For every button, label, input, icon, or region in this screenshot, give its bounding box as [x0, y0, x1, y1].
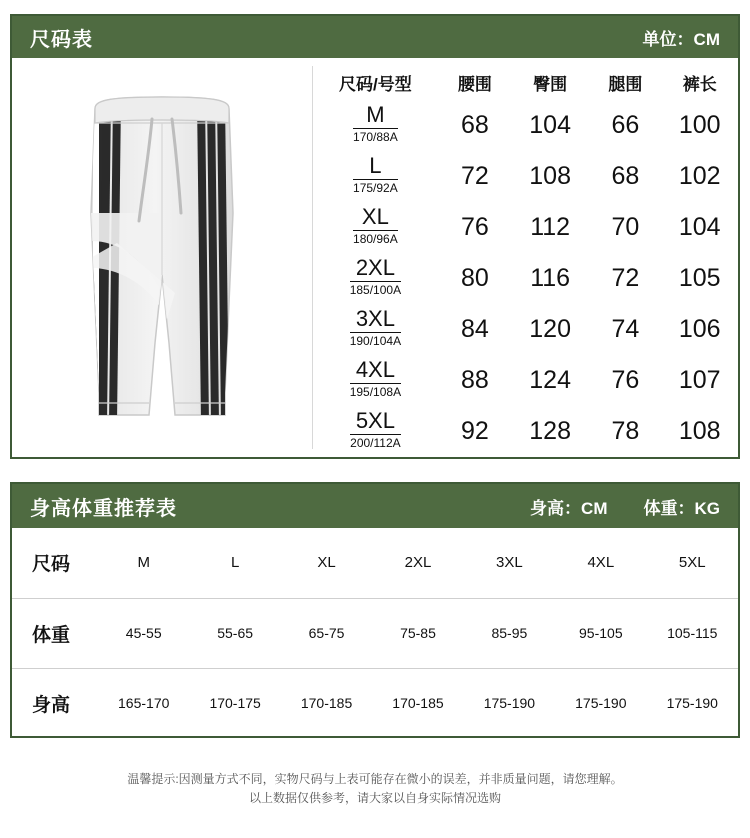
size-spec: 195/108A — [349, 385, 402, 399]
note-line-2: 以上数据仅供参考，请大家以自身实际情况选购 — [248, 791, 501, 805]
size-spec: 170/88A — [353, 130, 398, 144]
size-cell: L — [230, 554, 240, 572]
size-label-cell — [312, 151, 439, 202]
size-name: 2XL — [355, 255, 395, 280]
table-row — [312, 202, 738, 253]
note-line-1: 温馨提示:因测量方式不同，实物尺码与上表可能存在微小的误差，并非质量问题，请您理解。 — [127, 772, 623, 786]
size-spec: 185/100A — [349, 283, 402, 297]
table-row — [12, 528, 738, 598]
length-value: 105 — [678, 264, 721, 292]
waist-value: 88 — [460, 366, 489, 394]
striped-track-pants-icon — [57, 93, 267, 423]
thigh-value: 76 — [611, 366, 640, 394]
height-unit-label: 身高：CM — [530, 498, 608, 518]
table-header-row — [312, 58, 738, 100]
size-name: XL — [361, 204, 389, 229]
size-chart-unit-label: 单位：CM — [642, 29, 720, 49]
size-chart-card — [10, 14, 740, 459]
table-row — [312, 406, 738, 457]
waist-value: 80 — [460, 264, 489, 292]
size-label-cell — [312, 304, 439, 355]
size-name: L — [369, 153, 382, 178]
length-value: 102 — [678, 162, 721, 190]
thigh-value: 68 — [611, 162, 640, 190]
recommendation-chart-title: 身高体重推荐表 — [30, 497, 177, 520]
length-value: 106 — [678, 315, 721, 343]
col-hip: 臀围 — [533, 74, 568, 94]
size-label-cell — [312, 355, 439, 406]
table-row — [12, 598, 738, 668]
row-label-weight: 体重 — [32, 624, 71, 646]
size-chart-body — [12, 58, 738, 457]
height-cell: 170-185 — [300, 695, 353, 712]
waist-value: 68 — [460, 111, 489, 139]
height-cell: 170-185 — [392, 695, 444, 712]
height-cell: 175-190 — [666, 695, 718, 712]
hip-value: 128 — [529, 417, 571, 445]
weight-cell: 105-115 — [667, 625, 718, 641]
size-label-cell — [312, 253, 439, 304]
weight-cell: 55-65 — [217, 625, 254, 641]
size-spec: 180/96A — [353, 232, 398, 246]
length-value: 100 — [678, 111, 721, 139]
weight-cell: 95-105 — [579, 625, 623, 641]
height-cell: 175-190 — [575, 695, 627, 712]
waist-value: 84 — [460, 315, 489, 343]
size-name: 3XL — [355, 306, 395, 331]
size-label-cell — [312, 202, 439, 253]
row-label-size: 尺码 — [32, 554, 71, 576]
size-cell: 2XL — [404, 554, 432, 572]
thigh-value: 74 — [611, 315, 640, 343]
thigh-value: 72 — [611, 264, 640, 292]
waist-value: 72 — [460, 162, 489, 190]
weight-cell: 65-75 — [308, 625, 345, 641]
weight-unit-label: 体重：KG — [643, 498, 720, 518]
weight-cell: 45-55 — [125, 625, 162, 641]
col-waist: 腰围 — [457, 74, 492, 94]
height-cell: 175-190 — [483, 695, 536, 712]
size-spec: 175/92A — [353, 181, 398, 195]
table-row — [312, 100, 738, 151]
hip-value: 104 — [529, 111, 571, 139]
height-cell: 170-175 — [209, 695, 261, 712]
table-row — [12, 668, 738, 738]
size-name: 4XL — [355, 357, 395, 382]
size-name: M — [366, 102, 385, 127]
size-spec: 190/104A — [349, 334, 402, 348]
footer-notes — [0, 770, 750, 808]
table-row — [312, 151, 738, 202]
col-thigh: 腿围 — [608, 74, 643, 94]
length-value: 107 — [678, 366, 721, 394]
table-row — [312, 253, 738, 304]
size-spec: 200/112A — [350, 436, 401, 450]
size-cell: 4XL — [587, 554, 615, 572]
length-value: 104 — [678, 213, 721, 241]
size-chart-title: 尺码表 — [30, 28, 93, 51]
hip-value: 108 — [529, 162, 571, 190]
waist-value: 92 — [460, 417, 489, 445]
size-cell: M — [137, 554, 150, 572]
hip-value: 124 — [529, 366, 571, 394]
col-length: 裤长 — [682, 74, 717, 94]
size-label-cell — [312, 100, 439, 151]
thigh-value: 78 — [611, 417, 640, 445]
size-measurement-table — [312, 58, 738, 457]
size-label-cell — [312, 406, 439, 457]
weight-cell: 85-95 — [491, 625, 528, 641]
waist-value: 76 — [460, 213, 489, 241]
length-value: 108 — [678, 417, 721, 445]
table-row — [312, 304, 738, 355]
size-chart-header — [12, 16, 738, 58]
recommendation-chart-card — [10, 482, 740, 738]
thigh-value: 70 — [611, 213, 640, 241]
hip-value: 120 — [529, 315, 571, 343]
recommendation-table — [12, 528, 738, 738]
height-cell: 165-170 — [118, 695, 170, 712]
size-cell: 3XL — [496, 554, 523, 572]
recommendation-chart-header — [12, 484, 738, 528]
size-name: 5XL — [355, 408, 395, 433]
product-image — [12, 58, 312, 457]
size-cell: 5XL — [678, 554, 706, 572]
table-row — [312, 355, 738, 406]
row-label-height: 身高 — [32, 694, 71, 716]
hip-value: 112 — [530, 213, 571, 241]
size-cell: XL — [317, 554, 336, 572]
thigh-value: 66 — [611, 111, 640, 139]
hip-value: 116 — [530, 264, 571, 292]
weight-cell: 75-85 — [400, 625, 436, 641]
col-size: 尺码/号型 — [339, 74, 412, 94]
